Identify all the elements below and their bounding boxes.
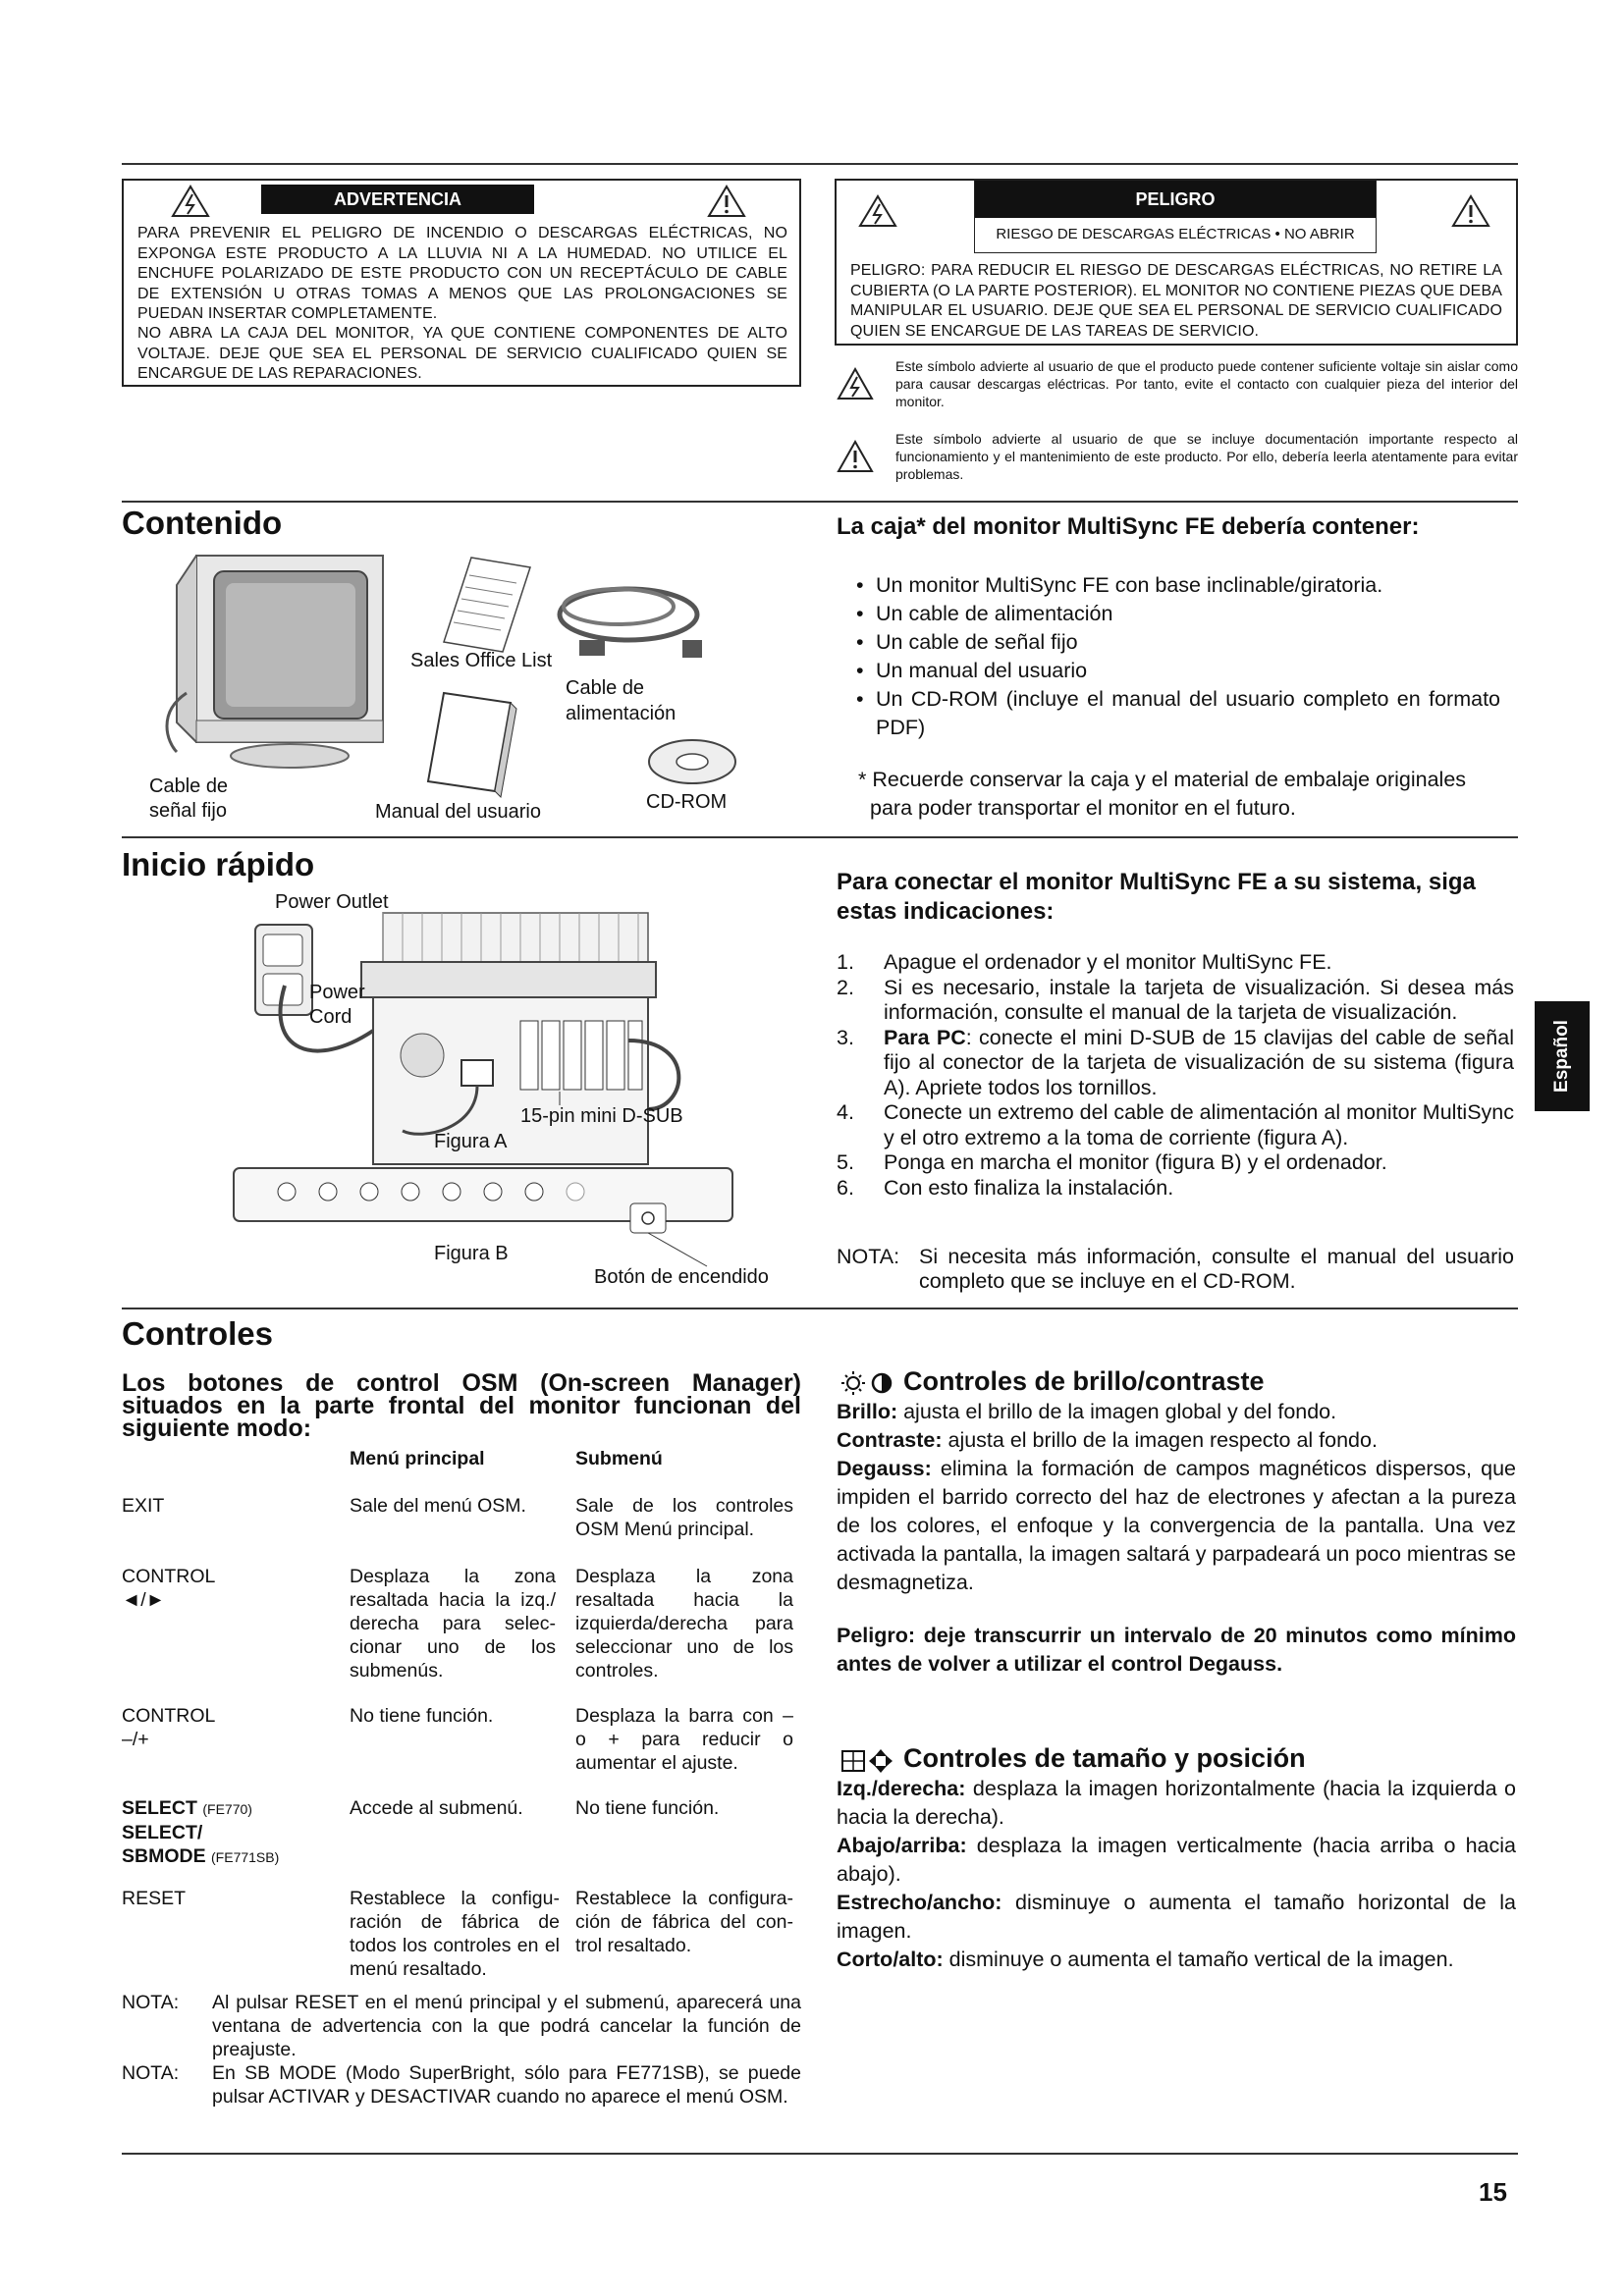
step-item: 6. Con esto finaliza la instalación. xyxy=(837,1175,1174,1200)
box-contents-heading: La caja* del monitor MultiSync FE debería contener: xyxy=(837,513,1420,540)
row-sub-control-lr: Desplaza la zona resaltada hacia la izquierda/derecha para seleccionar uno de los controles. xyxy=(575,1566,793,1682)
voltage-symbol-note: Este símbolo advierte al usuario de que el producto puede contener suficiente voltaje sin aislar como para causar descargas eléctricas. Por tanto, evite el contacto con cualquier pieza del interior del monitor. xyxy=(895,358,1518,409)
box-contents-list xyxy=(856,571,1500,742)
connect-note xyxy=(837,1245,1514,1294)
row-sub-reset: Restablece la configura-ción de fábrica del con-trol resaltado. xyxy=(575,1888,793,1956)
row-main-control-lr: Desplaza la zona resaltada hacia la izq./ derecha para selec-cionar uno de los submenús. xyxy=(350,1566,556,1682)
controles-intro: Los botones de control OSM (On-screen Manager) situados en la parte frontal del monitor funcionan del siguiente modo: xyxy=(122,1369,801,1442)
bottom-rule xyxy=(122,2153,1518,2155)
contenido-illustration xyxy=(157,546,746,811)
row-sub-select: No tiene función. xyxy=(575,1797,720,1819)
brillo-item: Contraste: ajusta el brillo de la imagen respecto al fondo. xyxy=(837,1428,1378,1452)
controles-note-2: NOTA: En SB MODE (Modo SuperBright, sólo para FE771SB), se puede pulsar ACTIVAR y DESACTIVAR cuando no aparece el menú OSM. xyxy=(122,2062,801,2108)
label-manual: Manual del usuario xyxy=(375,801,541,823)
warning-paragraph-2: NO ABRA LA CAJA DEL MONITOR, YA QUE CONTIENE COMPONENTES DE ALTO VOLTAJE. DEJE QUE SEA EL PERSONAL DE SERVICIO CUALIFICADO QUIEN SE ENCARGUE DE LAS REPARACIONES. xyxy=(137,325,787,382)
row-main-exit: Sale del menú OSM. xyxy=(350,1495,526,1517)
warning-paragraph-1: PARA PREVENIR EL PELIGRO DE INCENDIO O DESCARGAS ELÉCTRICAS, NO EXPONGA ESTE PRODUCTO A LA LLUVIA NI A LA HUMEDAD. NO UTILICE EL ENCHUFE POLARIZADO DE ESTE PRODUCTO CON UN RECEPTÁCULO DE CABLE DE EXTENSIÓN U OTRAS TOMAS A MENOS QUE LAS PROLONGACIONES SE PUEDAN INSERTAR COMPLETAMENTE. xyxy=(137,225,787,322)
controles-heading: Controles xyxy=(122,1315,274,1352)
label-dsub: 15-pin mini D-SUB xyxy=(520,1105,683,1127)
language-tab: Español xyxy=(1535,1001,1590,1111)
lightning-warning-icon xyxy=(858,194,897,228)
connect-heading: Para conectar el monitor MultiSync FE a su sistema, siga estas indicaciones: xyxy=(837,869,1476,925)
row-sub-control-pm: Desplaza la barra con – o + para reducir o aumentar el ajuste. xyxy=(575,1705,793,1774)
brillo-item: Degauss: elimina la formación de campos magnéticos dispersos, que impiden el barrido correcto del haz de electrones y afectan a la pureza de los colores, el enfoque y la convergencia de la pantalla. Una vez activada la pantalla, la imagen saltará y parpadeará un poco mientras se desmagnetiza. xyxy=(837,1457,1516,1594)
connect-note-label: NOTA: xyxy=(837,1245,900,1268)
row-key-reset: RESET xyxy=(122,1888,187,1909)
label-figura-a: Figura A xyxy=(434,1131,508,1152)
docs-symbol-icon xyxy=(837,440,874,473)
row-key-exit: EXIT xyxy=(122,1495,165,1517)
power-cable-illustration xyxy=(560,589,702,658)
label-sales-office-list: Sales Office List xyxy=(410,650,553,671)
label-cable-line1: Cable de xyxy=(566,677,645,699)
controles-note-1: NOTA: Al pulsar RESET en el menú principal y el submenú, aparecerá una ventana de advertencia con la que podrá cancelar la función de preajuste. xyxy=(122,1992,801,2060)
degauss-warning: Peligro: deje transcurrir un intervalo de 20 minutos como mínimo antes de volver a utilizar el control Degauss. xyxy=(837,1624,1516,1676)
list-item: • Un manual del usuario xyxy=(856,659,1088,682)
list-item: • Un CD-ROM (incluye el manual del usuario completo en formato PDF) xyxy=(856,687,1500,739)
top-rule xyxy=(122,163,1518,165)
inicio-heading: Inicio rápido xyxy=(122,846,315,882)
brillo-heading: Controles de brillo/contraste xyxy=(903,1366,1265,1396)
docs-symbol-note: Este símbolo advierte al usuario de que se incluye documentación importante respecto al funcionamiento y el mantenimiento de este producto. Por ello, debería leerla atentamente para evitar problemas. xyxy=(895,431,1518,482)
label-signal-line2: señal fijo xyxy=(149,800,227,822)
tamano-item: Estrecho/ancho: disminuye o aumenta el tamaño horizontal de la imagen. xyxy=(837,1891,1516,1943)
label-cable-line2: alimentación xyxy=(566,703,677,724)
power-outlet-illustration xyxy=(255,925,312,1015)
danger-title: PELIGRO xyxy=(975,181,1376,218)
lightning-warning-icon xyxy=(171,185,210,218)
page-number: 15 xyxy=(1479,2177,1507,2207)
list-item: • Un cable de señal fijo xyxy=(856,630,1078,654)
connect-note-text: Si necesita más información, consulte el manual del usuario completo que se incluye en el CD-ROM. xyxy=(919,1245,1514,1293)
list-item: • Un monitor MultiSync FE con base inclinable/giratoria. xyxy=(856,573,1383,597)
row-main-select: Accede al submenú. xyxy=(350,1797,523,1819)
exclamation-warning-icon xyxy=(1451,194,1490,228)
tamano-heading: Controles de tamaño y posición xyxy=(903,1743,1306,1773)
danger-text: PELIGRO: PARA REDUCIR EL RIESGO DE DESCARGAS ELÉCTRICAS, NO RETIRE LA CUBIERTA (O LA PARTE POSTERIOR). EL MONITOR NO CONTIENE PIEZAS QUE DEBA MANIPULAR EL USUARIO. DEJE QUE SEA EL PERSONAL DE SERVICIO CUALIFICADO QUIEN SE ENCARGUE DE LAS TAREAS DE SERVICIO. xyxy=(850,262,1502,340)
tamano-item: Izq./derecha: desplaza la imagen horizontalmente (hacia la izquierda o hacia la derecha). xyxy=(837,1777,1516,1829)
warning-box xyxy=(122,179,801,387)
row-sub-exit: Sale de los controles OSM Menú principal. xyxy=(575,1495,793,1540)
size-position-icon xyxy=(840,1747,897,1777)
danger-box xyxy=(835,179,1518,346)
step-item: 1. Apague el ordenador y el monitor MultiSync FE. xyxy=(837,950,1332,974)
label-cdrom: CD-ROM xyxy=(646,791,728,813)
row-key-select: SELECT (FE770) SELECT/ SBMODE (FE771SB) xyxy=(122,1797,280,1867)
setup-illustration xyxy=(245,913,746,1237)
list-item: • Un cable de alimentación xyxy=(856,602,1113,625)
label-power-outlet: Power Outlet xyxy=(275,891,389,913)
label-power-cord-line1: Power xyxy=(309,982,365,1003)
step-item: 2. Si es necesario, instale la tarjeta de visualización. Si desea más información, consulte el manual de la tarjeta de visualización. xyxy=(837,975,1514,1024)
tamano-item: Corto/alto: disminuye o aumenta el tamaño vertical de la imagen. xyxy=(837,1948,1454,1971)
divider-contenido xyxy=(122,501,1518,503)
row-key-control-pm-symbol: –/+ xyxy=(122,1729,149,1750)
brightness-contrast-icon xyxy=(840,1370,897,1400)
row-key-control-pm: CONTROL xyxy=(122,1705,216,1727)
col-header-main: Menú principal xyxy=(350,1448,485,1469)
step-item: 4. Conecte un extremo del cable de alimentación al monitor MultiSync y el otro extremo a la toma de corriente (figura A). xyxy=(837,1100,1514,1149)
brillo-text xyxy=(837,1398,1516,1597)
danger-subtitle: RIESGO DE DESCARGAS ELÉCTRICAS • NO ABRIR xyxy=(996,226,1355,242)
user-manual-illustration xyxy=(428,693,516,797)
row-main-control-pm: No tiene función. xyxy=(350,1705,494,1727)
step-item: 5. Ponga en marcha el monitor (figura B) y el ordenador. xyxy=(837,1150,1387,1174)
row-key-control-lr: CONTROL xyxy=(122,1566,216,1587)
row-main-reset: Restablece la configu-ración de fábrica de todos los controles en el menú resaltado. xyxy=(350,1888,560,1980)
step-item: 3. Para PC: conecte el mini D-SUB de 15 clavijas del cable de señal fijo al conector de la tarjeta de visualización de su sistema (figura A). Apriete todos los tornillos. xyxy=(837,1025,1514,1099)
monitor-illustration xyxy=(167,556,383,768)
warning-title: ADVERTENCIA xyxy=(261,185,534,214)
brillo-item: Brillo: ajusta el brillo de la imagen global y del fondo. xyxy=(837,1400,1337,1423)
row-key-control-lr-symbol: ◄/► xyxy=(122,1589,166,1611)
divider-inicio xyxy=(122,836,1518,838)
tamano-item: Abajo/arriba: desplaza la imagen verticalmente (hacia arriba o hacia abajo). xyxy=(837,1834,1516,1886)
connect-steps xyxy=(837,950,1514,1201)
box-contents-note: * Recuerde conservar la caja y el material de embalaje originales para poder transportar el monitor en el futuro. xyxy=(858,768,1467,820)
tamano-text xyxy=(837,1775,1516,1974)
divider-controles xyxy=(122,1308,1518,1309)
label-signal-line1: Cable de xyxy=(149,775,229,797)
label-power-button: Botón de encendido xyxy=(594,1266,769,1288)
voltage-symbol-icon xyxy=(837,367,874,400)
sales-office-list-illustration xyxy=(444,558,530,652)
cdrom-illustration xyxy=(649,740,735,783)
exclamation-warning-icon xyxy=(707,185,746,218)
col-header-sub: Submenú xyxy=(575,1448,663,1469)
label-power-cord-line2: Cord xyxy=(309,1006,352,1028)
label-figura-b: Figura B xyxy=(434,1243,509,1264)
contenido-heading: Contenido xyxy=(122,505,283,541)
